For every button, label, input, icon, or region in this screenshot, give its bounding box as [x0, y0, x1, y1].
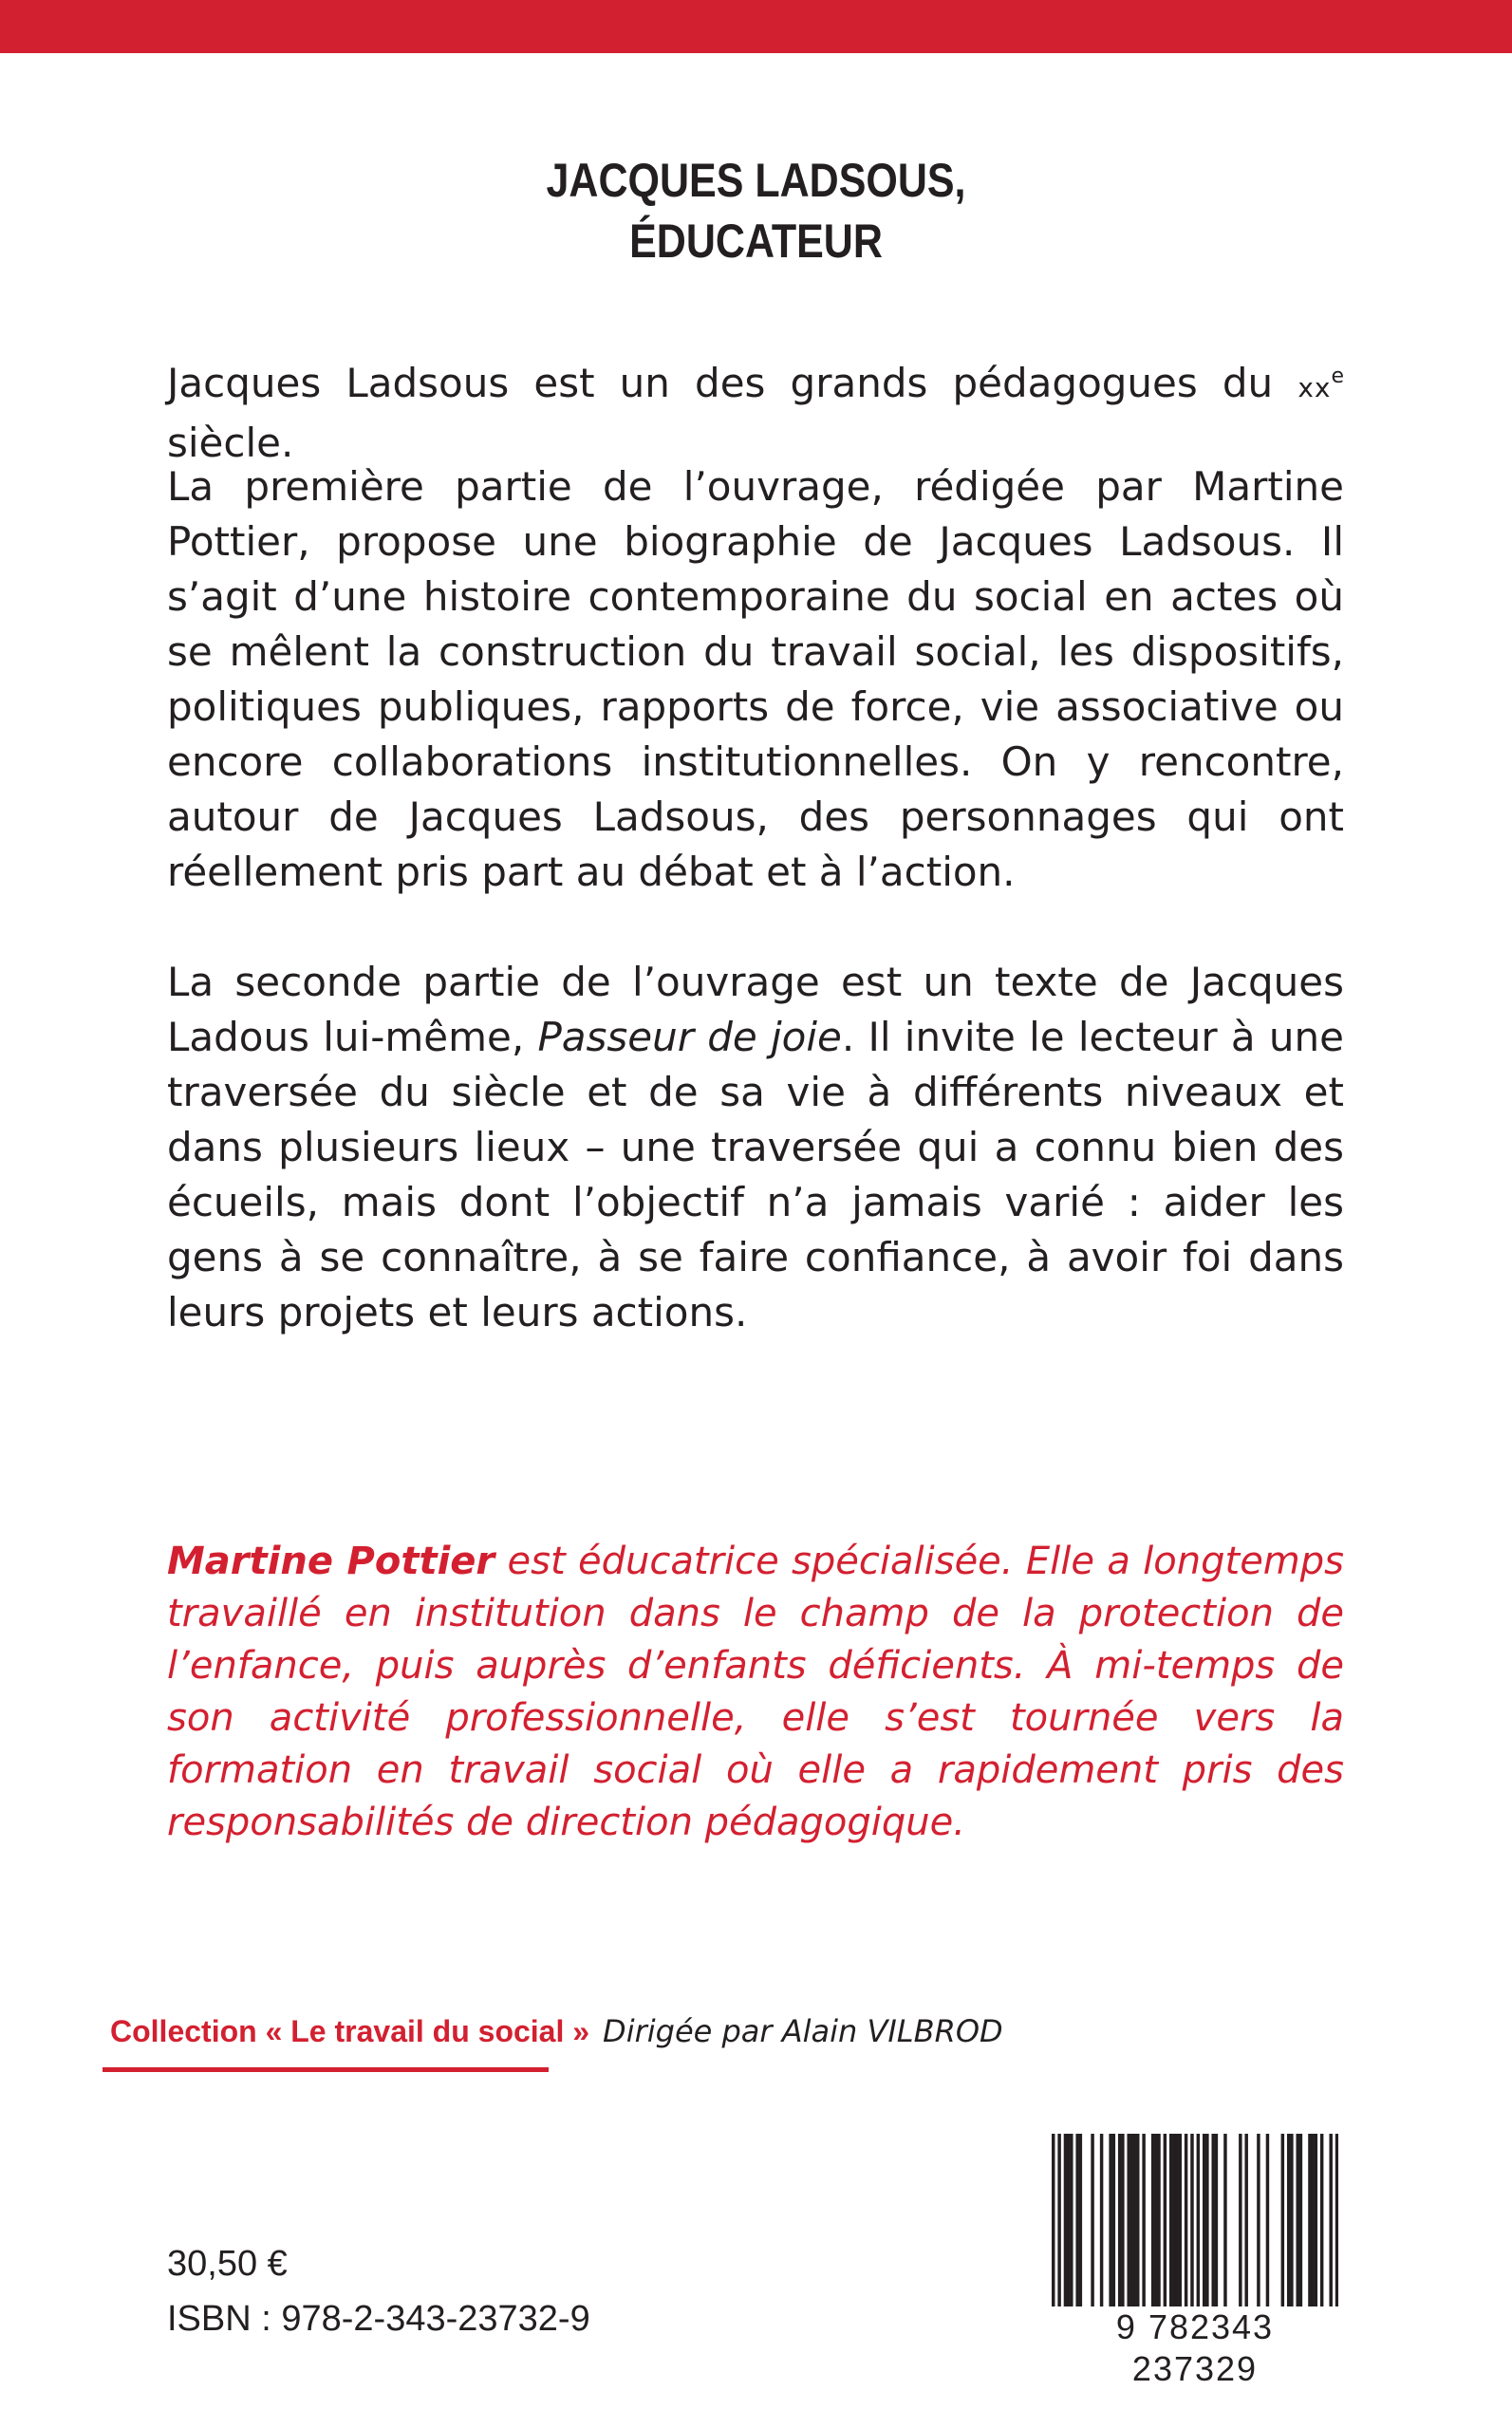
barcode-bar: [1287, 2134, 1290, 2308]
barcode-digits: 9 782343 237329: [1052, 2306, 1338, 2390]
author-bio: [167, 1536, 1344, 1849]
barcode-bar: [1142, 2134, 1145, 2308]
barcode-bar: [1175, 2134, 1178, 2308]
barcode-bar: [1112, 2134, 1115, 2308]
second-part-text-start: La seconde partie de l’ouvrage est un texte de Jacques Ladous lui-même,: [167, 959, 1344, 1060]
barcode-bar: [1203, 2134, 1205, 2308]
first-part-text: La première partie de l’ouvrage, rédigée par Martine Pottier, propose une biographie de Jacques Ladsous. Il s’agit d’une histoire contemporaine du social en actes où se mêlent la construction du travail social, les dispositifs, politiques publiques, rapports de force, vie associative ou encore collaborations institutionnelles. On y rencontre, autour de Jacques Ladsous, des personnages qui ont réellement pris part au débat et à l’action.: [167, 463, 1344, 895]
barcode-bar: [1164, 2134, 1167, 2308]
isbn: ISBN : 978-2-343-23732-9: [167, 2299, 590, 2339]
barcode-bar: [1223, 2134, 1226, 2308]
intro-paragraph: [167, 349, 1344, 471]
barcode-bar: [1185, 2134, 1187, 2308]
barcode-bar: [1320, 2134, 1323, 2308]
barcode-bar: [1172, 2134, 1175, 2308]
barcode-bar: [1151, 2134, 1154, 2308]
barcode-bar: [1169, 2134, 1172, 2308]
barcode-bar: [1070, 2134, 1073, 2308]
barcode-bar: [1057, 2134, 1060, 2327]
barcode-bar: [1215, 2134, 1218, 2308]
barcode-bar: [1121, 2134, 1124, 2308]
author-name: Martine Pottier: [167, 1540, 495, 1583]
second-part-text-end: . Il invite le lecteur à une traversée du siècle et de sa vie à différents niveaux et dans plusieurs lieux – une traversée qui a connu bien des écueils, mais dont l’objectif n’a jamais varié : aider les gens à se connaître, à se faire confiance, à avoir foi dans leurs projets et leurs actions.: [167, 1014, 1344, 1335]
collection-name: Collection « Le travail du social »: [110, 2014, 590, 2048]
barcode-bar: [1118, 2134, 1121, 2308]
barcode-bar: [1257, 2134, 1260, 2308]
collection-underline: [103, 2067, 549, 2072]
barcode-bar: [1130, 2134, 1133, 2308]
price: 30,50 €: [167, 2244, 288, 2284]
barcode-bar: [1190, 2134, 1193, 2327]
barcode-bar: [1329, 2134, 1332, 2327]
barcode-bar: [1211, 2134, 1214, 2308]
barcode-bar: [1244, 2134, 1247, 2308]
barcode-bar: [1197, 2134, 1200, 2327]
barcode-bar: [1133, 2134, 1136, 2308]
barcode-bar: [1281, 2134, 1284, 2308]
barcode-bar: [1154, 2134, 1157, 2308]
barcode-bar: [1127, 2134, 1129, 2308]
barcode-bar: [1109, 2134, 1111, 2308]
barcode-bar: [1052, 2134, 1055, 2327]
book-title: [106, 150, 1407, 271]
barcode-bar: [1091, 2134, 1093, 2308]
barcode: [1052, 2134, 1338, 2388]
barcode-bar: [1136, 2134, 1139, 2308]
barcode-bar: [1239, 2134, 1241, 2308]
barcode-bar: [1315, 2134, 1317, 2308]
barcode-bar: [1079, 2134, 1082, 2308]
barcode-bar: [1335, 2134, 1338, 2327]
barcode-bar: [1064, 2134, 1067, 2308]
author-bio-text: est éducatrice spécialisée. Elle a longtemps travaillé en institution dans le champ de la protection de l’enfance, puis auprès d’enfants déficients. À mi-temps de son activité professionnelle, elle s’est tournée vers la formation en travail social où elle a rapidement pris des responsabilités de direction pédagogique.: [167, 1540, 1344, 1844]
century-superscript: e: [1331, 364, 1344, 388]
first-part-paragraph: [167, 459, 1344, 900]
barcode-bar: [1308, 2134, 1311, 2308]
barcode-bar: [1290, 2134, 1293, 2308]
barcode-bar: [1179, 2134, 1182, 2308]
top-red-band: [0, 0, 1512, 53]
book-within-title: Passeur de joie: [537, 1014, 842, 1060]
intro-text-end: siècle.: [167, 420, 294, 466]
barcode-bar: [1067, 2134, 1070, 2308]
second-part-paragraph: [167, 955, 1344, 1340]
barcode-bar: [1157, 2134, 1160, 2308]
barcode-bar: [1296, 2134, 1298, 2308]
barcode-bar: [1311, 2134, 1314, 2308]
century-numeral: xx: [1297, 372, 1332, 403]
barcode-bar: [1075, 2134, 1078, 2308]
collection-line: [110, 2012, 1003, 2050]
intro-text-start: Jacques Ladsous est un des grands pédagogues du: [167, 360, 1298, 406]
barcode-bar: [1299, 2134, 1302, 2308]
book-title-line-1: JACQUES LADSOUS,: [546, 154, 966, 207]
barcode-bar: [1100, 2134, 1103, 2308]
barcode-bar: [1205, 2134, 1208, 2308]
collection-director: Dirigée par Alain VILBROD: [603, 2013, 1003, 2049]
book-title-line-2: ÉDUCATEUR: [629, 215, 883, 268]
barcode-bar: [1266, 2134, 1269, 2308]
